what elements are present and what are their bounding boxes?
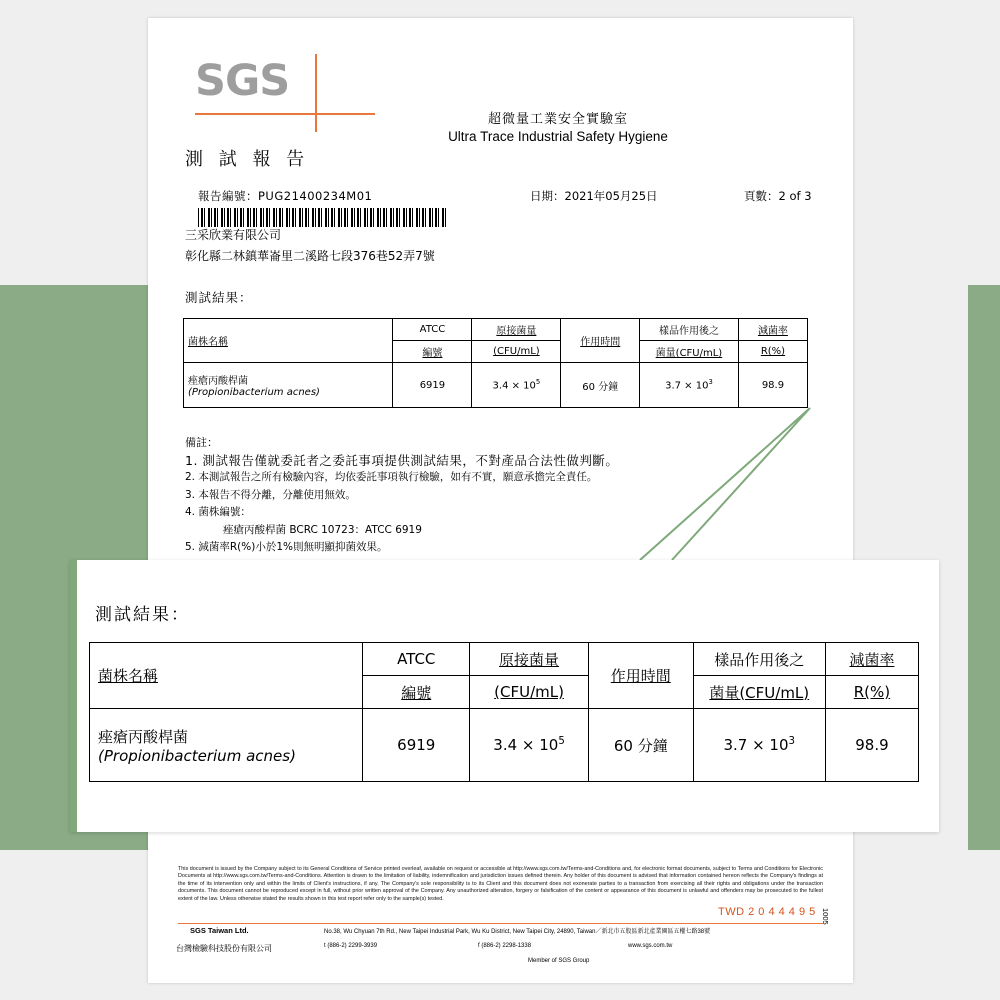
cell-after-exp: 3 <box>708 378 713 387</box>
cell-reduction: 98.9 <box>738 363 807 408</box>
th-strain: 菌株名稱 <box>90 643 363 709</box>
page-value: 2 of 3 <box>778 189 812 203</box>
cell-inoculum <box>470 709 589 782</box>
page-label: 頁數： <box>744 189 779 203</box>
note-item-1: 1. 測試報告僅就委託者之委託事項提供測試結果，不對產品合法性做判斷。 <box>185 452 619 468</box>
th-inoculum-1: 原接菌量 <box>472 319 561 341</box>
company-address: 彰化縣二林鎮華崙里二溪路七段376巷52弄7號 <box>185 249 435 263</box>
th-atcc-1: ATCC <box>393 319 472 341</box>
decorative-green-block-right <box>968 285 1000 850</box>
report-date-label: 日期： <box>530 189 565 203</box>
th-atcc-2: 編號 <box>363 676 470 709</box>
report-number-value: PUG21400234M01 <box>258 189 373 203</box>
barcode <box>198 208 448 227</box>
th-inoculum-2: (CFU/mL) <box>472 341 561 363</box>
report-number-label: 報告編號： <box>198 189 258 203</box>
th-atcc-2: 編號 <box>393 341 472 363</box>
cell-reduction: 98.9 <box>825 709 918 782</box>
cell-after-mantissa: 3.7 × 10 <box>665 380 709 392</box>
cell-inoculum-exp: 5 <box>535 378 541 387</box>
twd-code: TWD 2 0 4 4 4 9 5 <box>718 906 816 918</box>
results-table <box>183 318 808 408</box>
cell-atcc: 6919 <box>393 363 472 408</box>
strain-name-latin: (Propionibacterium acnes) <box>188 387 320 398</box>
cell-contact-time: 60 分鐘 <box>561 363 640 408</box>
th-reduction-2: R(%) <box>738 341 807 363</box>
th-atcc-1: ATCC <box>363 643 470 676</box>
strain-name-latin: (Propionibacterium acnes) <box>98 746 296 765</box>
footer-website: www.sgs.com.tw <box>628 943 673 949</box>
note-item-5: 痤瘡丙酸桿菌 BCRC 10723：ATCC 6919 <box>223 523 422 536</box>
th-reduction-2: R(%) <box>825 676 918 709</box>
th-contact-time: 作用時間 <box>561 319 640 363</box>
results-heading: 測試結果： <box>185 290 253 305</box>
callout-results-heading: 測試結果： <box>95 605 190 625</box>
note-item-3: 3. 本報告不得分離，分離使用無效。 <box>185 488 356 501</box>
th-reduction-1: 減菌率 <box>825 643 918 676</box>
footer-fax: f (886-2) 2298-1338 <box>478 943 532 949</box>
cell-after-mantissa: 3.7 × 10 <box>723 736 789 754</box>
cell-inoculum-mantissa: 3.4 × 10 <box>492 380 536 392</box>
cell-strain <box>90 709 363 782</box>
th-contact-time: 作用時間 <box>589 643 694 709</box>
company-name: 三采欣業有限公司 <box>185 228 282 242</box>
notes-block <box>185 434 785 557</box>
report-date-value: 2021年05月25日 <box>564 189 658 203</box>
page-title: 測 試 報 告 <box>185 149 310 170</box>
side-code: 1005 <box>821 908 830 925</box>
report-page <box>148 18 853 983</box>
th-after-2: 菌量(CFU/mL) <box>693 676 825 709</box>
report-page-count <box>744 188 812 204</box>
cell-contact-time: 60 分鐘 <box>589 709 694 782</box>
th-inoculum-1: 原接菌量 <box>470 643 589 676</box>
report-date <box>530 188 658 204</box>
note-item-4: 4. 菌株編號： <box>185 506 251 518</box>
cell-after <box>640 363 739 408</box>
notes-title: 備註： <box>185 436 218 449</box>
cell-after-exp: 3 <box>788 736 795 747</box>
footer-tel: t (886-2) 2299-3939 <box>324 943 378 949</box>
cell-after <box>693 709 825 782</box>
cell-atcc: 6919 <box>363 709 470 782</box>
strain-name-cn: 痤瘡丙酸桿菌 <box>98 727 189 746</box>
th-after-1: 樣品作用後之 <box>693 643 825 676</box>
table-header-row <box>184 319 808 341</box>
footer-sgs-name-cn: 台灣檢驗科技股份有限公司 <box>176 944 272 953</box>
footer-member: Member of SGS Group <box>528 958 590 964</box>
note-item-2: 2. 本測試報告之所有檢驗內容，均依委託事項執行檢驗，如有不實，願意承擔完全責任。 <box>185 471 598 483</box>
results-table-zoom <box>89 642 919 782</box>
logo-underline <box>195 113 375 115</box>
cell-inoculum-exp: 5 <box>558 736 565 747</box>
lab-name-en: Ultra Trace Industrial Safety Hygiene <box>448 129 668 144</box>
table-row <box>184 363 808 408</box>
sgs-logo: SGS <box>195 56 290 106</box>
th-inoculum-2: (CFU/mL) <box>470 676 589 709</box>
th-after-1: 樣品作用後之 <box>640 319 739 341</box>
th-after-2: 菌量(CFU/mL) <box>640 341 739 363</box>
cell-inoculum-mantissa: 3.4 × 10 <box>493 736 559 754</box>
cell-strain <box>184 363 393 408</box>
report-number <box>198 188 372 204</box>
th-strain: 菌株名稱 <box>184 319 393 363</box>
footer-sgs-name: SGS Taiwan Ltd. <box>190 926 249 935</box>
footer-divider <box>178 923 823 924</box>
footer-address: No.38, Wu Chyuan 7th Rd., New Taipei Industrial Park, Wu Ku District, New Taipei City, 24890, Taiwan／新北市五股區新北產業園區五權七路38號 <box>324 929 711 935</box>
cell-inoculum <box>472 363 561 408</box>
table-header-row <box>90 643 919 676</box>
table-row <box>90 709 919 782</box>
th-reduction-1: 減菌率 <box>738 319 807 341</box>
legal-text: This document is issued by the Company subject to its General Conditions of Service printed overleaf, available on request or accessible at http://www.sgs.com.tw/Terms-and-Conditions and, for electronic format documents, subject to Terms and Conditions for Electronic Documents at http://www.sgs.com.tw/Terms-and-Conditions. Attention is drawn to the limitation of liability, indemnification and jurisdiction issues defined therein. Any holder of this document is advised that information contained hereon reflects the Company's findings at the time of its intervention only and within the limits of Client's instructions, if any. The Company's sole responsibility is to its Client and this document does not exonerate parties to a transaction from exercising all their rights and obligations under the transaction documents. This document cannot be reproduced except in full, without prior written approval of the Company. Any unauthorized alteration, forgery or falsification of the content or appearance of this document is unlawful and offenders may be prosecuted to the fullest extent of the law. Unless otherwise stated the results shown in this test report refer only to the sample(s) tested. <box>178 866 823 902</box>
zoom-callout-panel <box>70 560 939 832</box>
logo-vertical-rule <box>315 54 317 132</box>
strain-name-cn: 痤瘡丙酸桿菌 <box>188 376 248 387</box>
note-item-6: 5. 減菌率R(%)小於1%則無明顯抑菌效果。 <box>185 541 388 553</box>
lab-name-cn: 超微量工業安全實驗室 <box>487 112 628 127</box>
